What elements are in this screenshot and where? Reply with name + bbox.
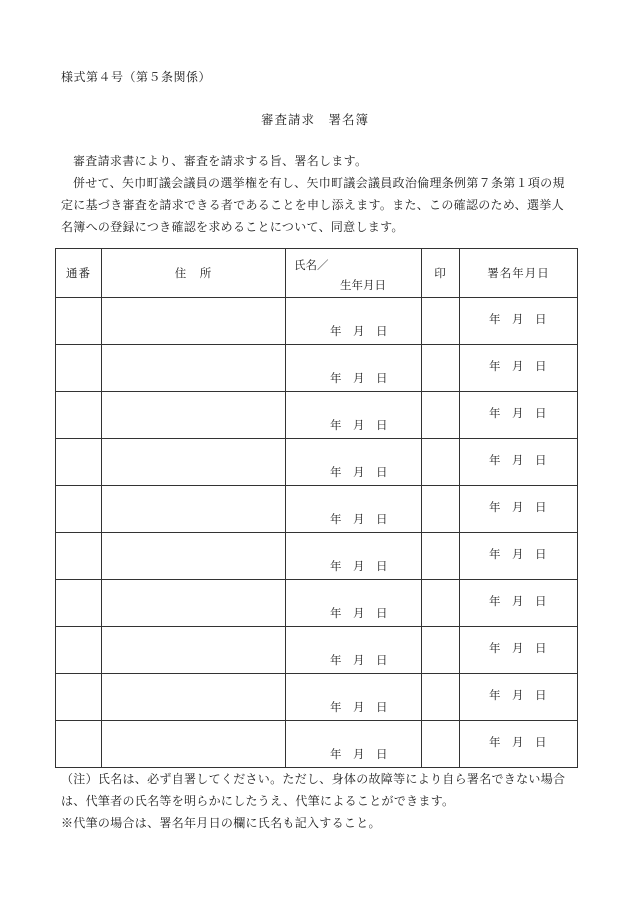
date-placeholder: 年 月 日 <box>330 559 388 573</box>
number-cell[interactable] <box>56 392 102 439</box>
header-address: 住 所 <box>102 249 286 298</box>
address-cell[interactable] <box>102 627 286 674</box>
document-title: 審査請求 署名簿 <box>260 112 369 127</box>
seal-cell[interactable] <box>422 345 460 392</box>
date-placeholder: 年 月 日 <box>489 359 547 373</box>
form-number: 様式第４号（第５条関係） <box>61 70 212 84</box>
table-row <box>56 533 578 580</box>
date-placeholder: 年 月 日 <box>489 453 547 467</box>
note-proxy: ※代筆の場合は、署名年月日の欄に氏名も記入すること。 <box>61 816 381 830</box>
name-birthdate-cell[interactable] <box>286 439 422 486</box>
number-cell[interactable] <box>56 533 102 580</box>
name-birthdate-cell[interactable] <box>286 580 422 627</box>
header-birthdate: 生年月日 <box>340 278 386 292</box>
header-sign-date: 署名年月日 <box>460 249 578 298</box>
signature-table <box>55 248 578 768</box>
date-placeholder: 年 月 日 <box>330 324 388 338</box>
table-row <box>56 439 578 486</box>
date-placeholder: 年 月 日 <box>489 688 547 702</box>
date-placeholder: 年 月 日 <box>489 500 547 514</box>
sign-date-cell[interactable] <box>460 721 578 768</box>
name-birthdate-cell[interactable] <box>286 674 422 721</box>
seal-cell[interactable] <box>422 298 460 345</box>
number-cell[interactable] <box>56 439 102 486</box>
seal-cell[interactable] <box>422 580 460 627</box>
sign-date-cell[interactable] <box>460 345 578 392</box>
table-header-row <box>56 249 578 298</box>
number-cell[interactable] <box>56 345 102 392</box>
table-row <box>56 486 578 533</box>
statement-paragraph-2: 併せて、矢巾町議会議員の選挙権を有し、矢巾町議会議員政治倫理条例第７条第１項の規定に基づき審査を請求できる者であることを申し添えます。また、この確認のため、選挙人名簿への登録につき確認を求めることについて、同意します。 <box>61 176 565 234</box>
header-name: 氏名／ <box>294 258 329 272</box>
table-row <box>56 627 578 674</box>
name-birthdate-cell[interactable] <box>286 298 422 345</box>
statement-paragraph-1: 審査請求書により、審査を請求する旨、署名します。 <box>73 154 368 168</box>
number-cell[interactable] <box>56 627 102 674</box>
header-seal: 印 <box>422 249 460 298</box>
sign-date-cell[interactable] <box>460 533 578 580</box>
address-cell[interactable] <box>102 392 286 439</box>
address-cell[interactable] <box>102 674 286 721</box>
sign-date-cell[interactable] <box>460 392 578 439</box>
sign-date-cell[interactable] <box>460 627 578 674</box>
sign-date-cell[interactable] <box>460 439 578 486</box>
seal-cell[interactable] <box>422 533 460 580</box>
address-cell[interactable] <box>102 721 286 768</box>
sign-date-cell[interactable] <box>460 674 578 721</box>
address-cell[interactable] <box>102 580 286 627</box>
seal-cell[interactable] <box>422 721 460 768</box>
name-birthdate-cell[interactable] <box>286 533 422 580</box>
date-placeholder: 年 月 日 <box>330 700 388 714</box>
table-row <box>56 721 578 768</box>
number-cell[interactable] <box>56 298 102 345</box>
date-placeholder: 年 月 日 <box>330 418 388 432</box>
date-placeholder: 年 月 日 <box>330 747 388 761</box>
table-row <box>56 345 578 392</box>
date-placeholder: 年 月 日 <box>489 735 547 749</box>
sign-date-cell[interactable] <box>460 486 578 533</box>
table-row <box>56 580 578 627</box>
date-placeholder: 年 月 日 <box>489 406 547 420</box>
seal-cell[interactable] <box>422 392 460 439</box>
address-cell[interactable] <box>102 486 286 533</box>
date-placeholder: 年 月 日 <box>330 371 388 385</box>
address-cell[interactable] <box>102 533 286 580</box>
note-signature: （注）氏名は、必ず自署してください。ただし、身体の故障等により自ら署名できない場合は、代筆者の氏名等を明らかにしたうえ、代筆によることができます。 <box>61 772 566 808</box>
number-cell[interactable] <box>56 486 102 533</box>
date-placeholder: 年 月 日 <box>489 641 547 655</box>
seal-cell[interactable] <box>422 439 460 486</box>
name-birthdate-cell[interactable] <box>286 486 422 533</box>
name-birthdate-cell[interactable] <box>286 627 422 674</box>
header-name-birthdate <box>286 249 422 298</box>
date-placeholder: 年 月 日 <box>330 465 388 479</box>
table-row <box>56 392 578 439</box>
header-number: 通番 <box>56 249 102 298</box>
name-birthdate-cell[interactable] <box>286 392 422 439</box>
date-placeholder: 年 月 日 <box>489 312 547 326</box>
sign-date-cell[interactable] <box>460 580 578 627</box>
table-row <box>56 298 578 345</box>
table-row <box>56 674 578 721</box>
date-placeholder: 年 月 日 <box>330 606 388 620</box>
address-cell[interactable] <box>102 345 286 392</box>
name-birthdate-cell[interactable] <box>286 345 422 392</box>
date-placeholder: 年 月 日 <box>330 512 388 526</box>
number-cell[interactable] <box>56 721 102 768</box>
seal-cell[interactable] <box>422 486 460 533</box>
date-placeholder: 年 月 日 <box>489 594 547 608</box>
seal-cell[interactable] <box>422 674 460 721</box>
seal-cell[interactable] <box>422 627 460 674</box>
number-cell[interactable] <box>56 580 102 627</box>
address-cell[interactable] <box>102 298 286 345</box>
number-cell[interactable] <box>56 674 102 721</box>
date-placeholder: 年 月 日 <box>489 547 547 561</box>
name-birthdate-cell[interactable] <box>286 721 422 768</box>
address-cell[interactable] <box>102 439 286 486</box>
sign-date-cell[interactable] <box>460 298 578 345</box>
date-placeholder: 年 月 日 <box>330 653 388 667</box>
table-body <box>56 298 578 768</box>
